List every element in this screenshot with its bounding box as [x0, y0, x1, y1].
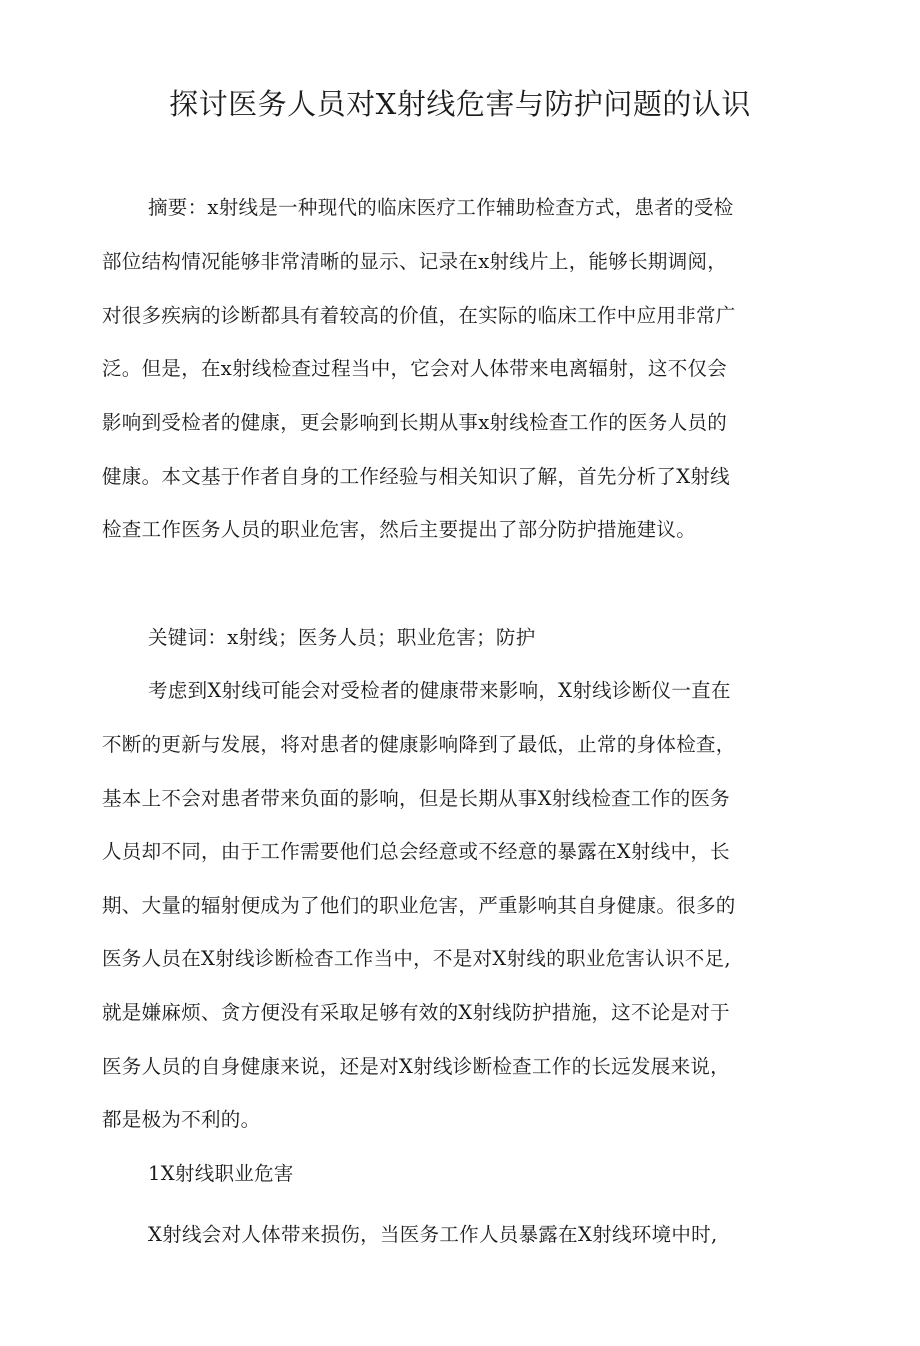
intro-line: 医务人员在X射线诊断检杳工作当中，不是对X射线的职业危害认识不足, — [102, 947, 731, 970]
abstract-line: 健康。本文基于作者自身的工作经验与相关知识了解，首先分析了X射线 — [102, 465, 730, 488]
abstract-line: 对很多疾病的诊断都具有着较高的价值，在实际的临床工作中应用非常广 — [102, 304, 736, 327]
intro-line: 考虑到X射线可能会对受检者的健康带来影响，X射线诊断仪一直在 — [148, 679, 731, 702]
intro-line: 不断的更新与发展，将对患者的健康影响降到了最低，止常的身体检查， — [102, 733, 736, 756]
intro-line: 就是嫌麻烦、贪方便没有采取足够有效的X射线防护措施，这不论是对于 — [102, 1001, 730, 1024]
intro-line: 基本上不会对患者带来负面的影响，但是长期从事X射线检查工作的医务 — [102, 787, 730, 810]
keywords-line: 关键词：x射线；医务人员；职业危害；防护 — [148, 626, 536, 649]
abstract-line: 检查工作医务人员的职业危害，然后主要提出了部分防护措施建议。 — [102, 518, 697, 541]
intro-line: 医务人员的自身健康来说，还是对X射线诊断检查工作的长远发展来说， — [102, 1055, 730, 1078]
intro-line: 都是极为不利的。 — [102, 1108, 261, 1131]
document-title: 探讨医务人员对X射线危害与防护问题的认识 — [169, 87, 751, 121]
intro-line: 期、大量的辐射便成为了他们的职业危害，严重影响其自身健康。很多的 — [102, 894, 736, 917]
abstract-line: 部位结构情况能够非常清晰的显示、记录在x射线片上，能够长期调阅， — [102, 250, 728, 273]
abstract-line: 泛。但是，在x射线检查过程当中，它会对人体带来电离辐射，这不仅会 — [102, 357, 728, 380]
section-line: X射线会对人体带来损伤，当医务工作人员暴露在X射线环境中时, — [148, 1223, 718, 1246]
abstract-line: 影响到受检者的健康，更会影响到长期从事x射线检查工作的医务人员的 — [102, 411, 728, 434]
intro-line: 人员却不同，由于工作需要他们总会经意或不经意的暴露在X射线中，长 — [102, 840, 730, 863]
section-heading: 1X射线职业危害 — [148, 1162, 294, 1185]
abstract-line: 摘要：x射线是一种现代的临床医疗工作辅助检查方式，患者的受检 — [148, 196, 734, 219]
